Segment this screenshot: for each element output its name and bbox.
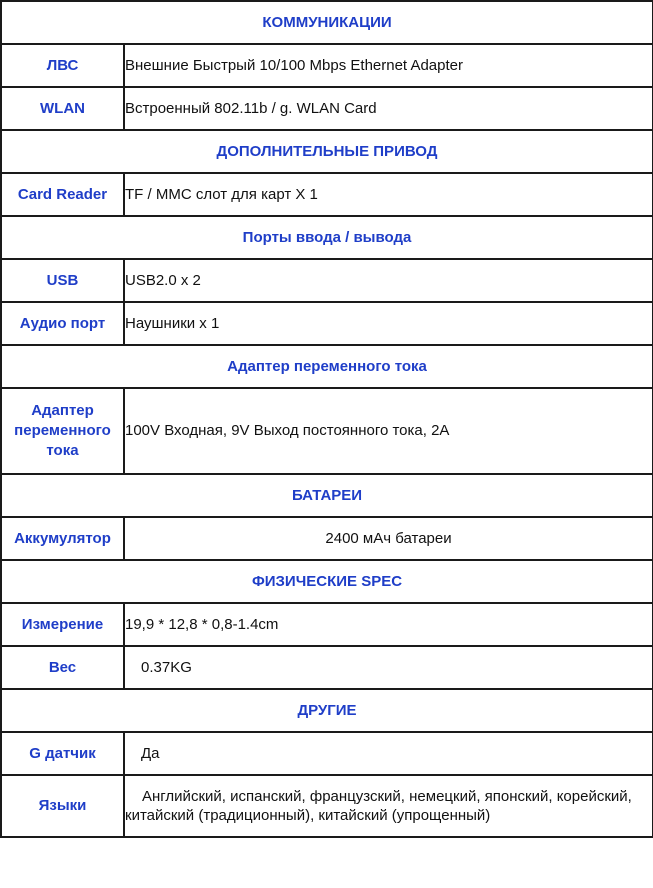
section-row bbox=[1, 345, 653, 388]
row-label-usb: USB bbox=[1, 259, 124, 302]
section-row bbox=[1, 130, 653, 173]
table-row bbox=[1, 87, 653, 130]
table-row bbox=[1, 646, 653, 689]
section-row bbox=[1, 1, 653, 44]
row-label-wlan: WLAN bbox=[1, 87, 124, 130]
section-battery: БАТАРЕИ bbox=[1, 474, 653, 517]
row-label-weight: Вес bbox=[1, 646, 124, 689]
row-value-card-reader: TF / MMC слот для карт X 1 bbox=[124, 173, 653, 216]
row-value-wlan: Встроенный 802.11b / g. WLAN Card bbox=[124, 87, 653, 130]
row-value-dimensions: 19,9 * 12,8 * 0,8-1.4cm bbox=[124, 603, 653, 646]
section-physical: ФИЗИЧЕСКИЕ SPEC bbox=[1, 560, 653, 603]
row-label-dimensions: Измерение bbox=[1, 603, 124, 646]
row-label-lan: ЛВС bbox=[1, 44, 124, 87]
table-row bbox=[1, 173, 653, 216]
row-label-accumulator: Аккумулятор bbox=[1, 517, 124, 560]
row-value-accumulator: 2400 мАч батареи bbox=[124, 517, 653, 560]
section-row bbox=[1, 689, 653, 732]
table-row bbox=[1, 732, 653, 775]
row-label-card-reader: Card Reader bbox=[1, 173, 124, 216]
row-label-audio: Аудио порт bbox=[1, 302, 124, 345]
row-value-g-sensor: Да bbox=[124, 732, 653, 775]
table-row bbox=[1, 259, 653, 302]
row-value-audio: Наушники x 1 bbox=[124, 302, 653, 345]
row-label-adapter: Адаптер переменного тока bbox=[1, 388, 124, 474]
table-row bbox=[1, 302, 653, 345]
row-label-languages: Языки bbox=[1, 775, 124, 837]
section-row bbox=[1, 560, 653, 603]
table-row bbox=[1, 603, 653, 646]
row-value-weight: 0.37KG bbox=[124, 646, 653, 689]
table-row bbox=[1, 517, 653, 560]
row-label-g-sensor: G датчик bbox=[1, 732, 124, 775]
section-ac-adapter: Адаптер переменного тока bbox=[1, 345, 653, 388]
row-value-adapter: 100V Входная, 9V Выход постоянного тока, 2A bbox=[124, 388, 653, 474]
row-value-languages: Английский, испанский, французский, немецкий, японский, корейский, китайский (традиционный), китайский (упрощенный) bbox=[124, 775, 653, 837]
section-communications: КОММУНИКАЦИИ bbox=[1, 1, 653, 44]
section-additional-drives: ДОПОЛНИТЕЛЬНЫЕ ПРИВОД bbox=[1, 130, 653, 173]
table-row bbox=[1, 775, 653, 837]
table-row bbox=[1, 388, 653, 474]
row-value-usb: USB2.0 x 2 bbox=[124, 259, 653, 302]
table-row bbox=[1, 44, 653, 87]
section-io-ports: Порты ввода / вывода bbox=[1, 216, 653, 259]
row-value-lan: Внешние Быстрый 10/100 Mbps Ethernet Adapter bbox=[124, 44, 653, 87]
section-other: ДРУГИЕ bbox=[1, 689, 653, 732]
section-row bbox=[1, 216, 653, 259]
section-row bbox=[1, 474, 653, 517]
